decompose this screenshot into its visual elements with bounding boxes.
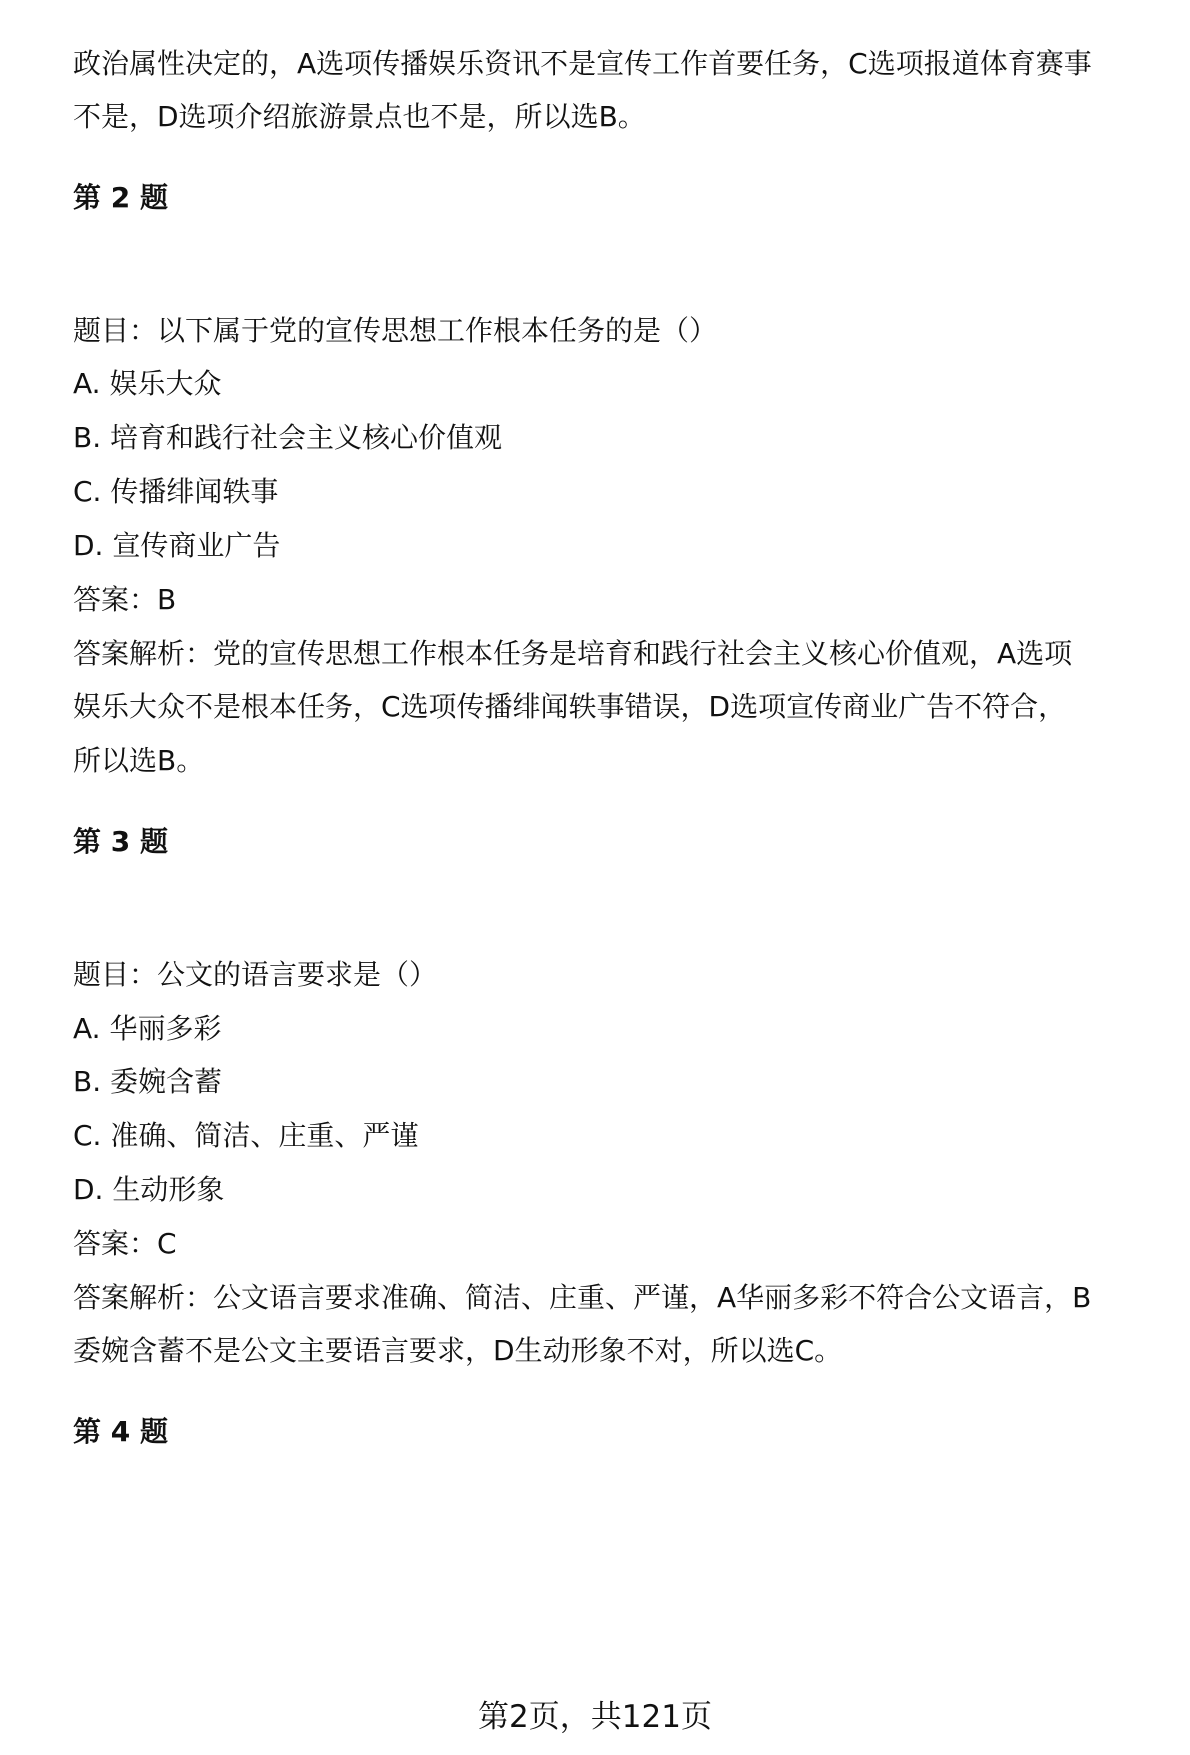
option-b: B. 培育和践行社会主义核心价值观 — [73, 421, 503, 454]
question-stem: 题目：以下属于党的宣传思想工作根本任务的是（） — [73, 314, 718, 347]
answer-analysis-line: 答案解析：公文语言要求准确、简洁、庄重、严谨，A华丽多彩不符合公文语言，B — [73, 1281, 1092, 1314]
option-d: D. 宣传商业广告 — [73, 529, 281, 562]
option-a: A. 娱乐大众 — [73, 367, 222, 400]
intro-line: 政治属性决定的，A选项传播娱乐资讯不是宣传工作首要任务，C选项报道体育赛事 — [73, 47, 1092, 80]
intro-line: 不是，D选项介绍旅游景点也不是，所以选B。 — [73, 100, 646, 133]
option-c: C. 准确、简洁、庄重、严谨 — [73, 1119, 419, 1152]
question-heading: 第 3 题 — [73, 825, 168, 858]
option-b: B. 委婉含蓄 — [73, 1065, 223, 1098]
question-heading: 第 4 题 — [73, 1415, 168, 1448]
answer-analysis-line: 所以选B。 — [73, 744, 205, 777]
option-d: D. 生动形象 — [73, 1173, 225, 1206]
answer-analysis-line: 委婉含蓄不是公文主要语言要求，D生动形象不对，所以选C。 — [73, 1334, 843, 1367]
option-c: C. 传播绯闻轶事 — [73, 475, 279, 508]
answer-analysis-line: 答案解析：党的宣传思想工作根本任务是培育和践行社会主义核心价值观，A选项 — [73, 637, 1073, 670]
answer: 答案：B — [73, 583, 177, 616]
question-heading: 第 2 题 — [73, 181, 168, 214]
option-a: A. 华丽多彩 — [73, 1012, 222, 1045]
answer-analysis-line: 娱乐大众不是根本任务，C选项传播绯闻轶事错误，D选项宣传商业广告不符合， — [73, 690, 1067, 723]
page-number: 第2页，共121页 — [478, 1699, 712, 1735]
question-stem: 题目：公文的语言要求是（） — [73, 958, 438, 991]
answer: 答案：C — [73, 1227, 177, 1260]
